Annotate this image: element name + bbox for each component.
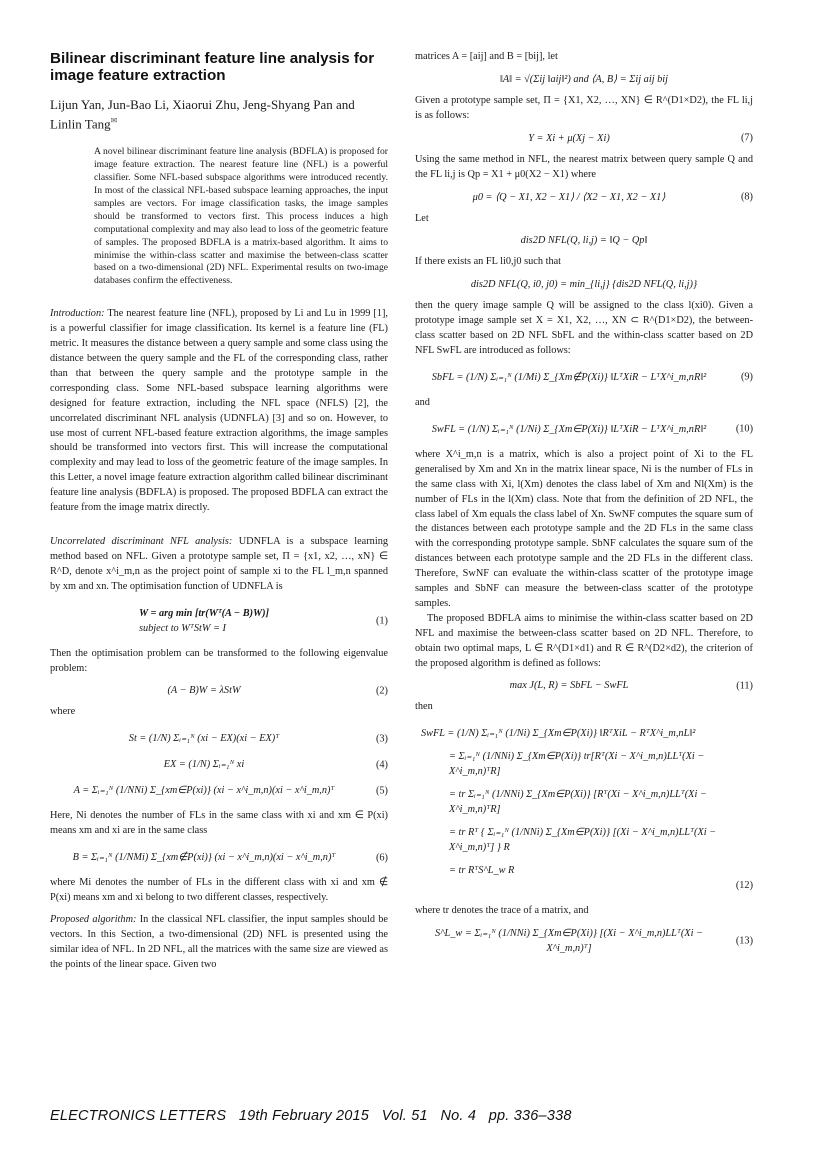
eq5-number: (5): [375, 785, 388, 797]
eq7-text: Y = Xi + μ(Xj − Xi): [528, 132, 610, 144]
eq3-number: (3): [375, 733, 388, 745]
ni-paragraph: Here, Ni denotes the number of FLs in the same class with xi and xm ∈ P(xi) means xm and xi are in the same class: [50, 810, 388, 837]
let-label: Let: [415, 212, 429, 224]
right-column: [415, 50, 753, 963]
eq1-line1: W = arg min [tr(Wᵀ(A − B)W)]: [138, 607, 270, 619]
abstract: A novel bilinear discriminant feature line analysis (BDFLA) is proposed for image feature extraction. The nearest feature line (NFL) is a powerful classifier. Some NFL-based subspace algorithms were introduced recently. In most of the classical NFL-based subspace learning approaches, the input samples are vectors. For image classification tasks, the image samples should be transformed to vectors first. This process induces a high computational complexity and may also lead to loss of the geometric feature of samples. The proposed BDFLA is a matrix-based algorithm. It aims to minimise the within-class scatter and maximise the between-class scatter based on a two-dimensional (2D) NFL. Experimental results on two-image databases confirm the effectiveness.: [94, 146, 388, 287]
eq5-text: A = Σᵢ₌₁ᴺ (1/NNi) Σ_{xm∈P(xi)} (xi − x^i_m,n)(xi − x^i_m,n)ᵀ: [73, 785, 335, 797]
equation-1: [50, 606, 388, 636]
eq12-line3: = tr Σᵢ₌₁ᴺ (1/NNi) Σ_{Xm∈P(Xi)} [Rᵀ(Xi − X^i_m,n)LLᵀ(Xi − X^i_m,n)ᵀR]: [449, 789, 707, 816]
eq6-number: (6): [375, 852, 388, 864]
eq12-line5: = tr RᵀS^L_w R: [449, 865, 515, 877]
eq3-text: St = (1/N) Σᵢ₌₁ᴺ (xi − EX)(xi − EX)ᵀ: [128, 733, 280, 745]
authors-text: Lijun Yan, Jun-Bao Li, Xiaorui Zhu, Jeng-Shyang Pan and Linlin Tang: [50, 97, 355, 132]
eq8-number: (8): [740, 191, 753, 203]
equation-9: [415, 370, 753, 385]
eq2-number: (2): [375, 685, 388, 697]
eq10-number: (10): [735, 423, 753, 435]
trace-paragraph: where tr denotes the trace of a matrix, and: [415, 905, 589, 917]
intro-heading: Introduction:: [50, 308, 105, 320]
eq-min-text: dis2D NFL(Q, i0, j0) = min_{li,j} {dis2D NFL(Q, li,j)}: [470, 279, 698, 291]
equation-6: [50, 850, 388, 865]
left-column: [50, 50, 388, 973]
eq2-text: (A − B)W = λStW: [167, 685, 241, 697]
journal-footer: ELECTRONICS LETTERS 19th February 2015 Vol. 51 No. 4 pp. 336–338: [50, 1108, 572, 1124]
eq1-line2: subject to WᵀStW = I: [138, 622, 226, 634]
eq9-text: SbFL = (1/N) Σᵢ₌₁ᴺ (1/Mi) Σ_{Xm∉P(Xi)} ‖LᵀXiR − LᵀX^i_m,nR‖²: [431, 371, 707, 383]
equation-13: [415, 926, 753, 956]
scatter-intro: then the query image sample Q will be assigned to the class l(xi0). Given a prototype image sample set X = X1, X2, …, XN ⊂ R^(D1×D2), the between-class scatter based on 2D NFL SbFL and the within-class scatter based on 2D NFL SwFL are introduced as follows:: [415, 300, 753, 357]
eq1-number: (1): [375, 615, 388, 627]
where-label: where: [50, 706, 76, 718]
udnfla-text: UDNFLA is a subspace learning method based on NFL. Given a prototype sample set, Π = {x1, x2, …, xN} ∈ R^D, denote x^i_m,n as the project point of sample xi to the FL l_m,n spanned by xm and xn. The optimisation function of UDNFLA is: [50, 535, 388, 592]
nearest-matrix-paragraph: Using the same method in NFL, the nearest matrix between query sample Q and the FL li,j is Qp = X1 + μ0(X2 − X1) where: [415, 153, 753, 180]
eq12-line2: = Σᵢ₌₁ᴺ (1/NNi) Σ_{Xm∈P(Xi)} tr[Rᵀ(Xi − X^i_m,n)LLᵀ(Xi − X^i_m,n)ᵀR]: [449, 751, 705, 778]
eq-dis-text: dis2D NFL(Q, li,j) = ‖Q − Qp‖: [520, 235, 648, 247]
eq10-text: SwFL = (1/N) Σᵢ₌₁ᴺ (1/Ni) Σ_{Xm∈P(Xi)} ‖LᵀXiR − LᵀX^i_m,nR‖²: [431, 423, 707, 435]
proposed-heading: Proposed algorithm:: [50, 913, 137, 925]
eq12-number: (12): [735, 880, 753, 892]
eq6-text: B = Σᵢ₌₁ᴺ (1/NMi) Σ_{xm∉P(xi)} (xi − x^i_m,n)(xi − x^i_m,n)ᵀ: [72, 852, 336, 864]
eq11-text: max J(L, R) = SbFL − SwFL: [509, 680, 629, 692]
equation-2: [50, 683, 388, 698]
eq12-line1: SwFL = (1/N) Σᵢ₌₁ᴺ (1/Ni) Σ_{Xm∈P(Xi)} ‖RᵀXiL − RᵀX^i_m,nL‖²: [421, 728, 696, 740]
eq4-number: (4): [375, 759, 388, 771]
projection-paragraph: where X^i_m,n is a matrix, which is also a project point of Xi to the FL generalised by Xm and Xn in the matrix linear space, Ni is the number of FLs in the same class with Xi, l(Xm) denotes the class label of Xm and Nl(Xm) is the number of FLs in the l(Xm) class. Note that from the definition of 2D NFL, the class label of Xm equals the class label of Xn. SwNF computes the square sum of the distances between each prototype sample and the 2D FLs in the same class with the corresponding prototype sample. SbNF calculates the square sum of the distances between each prototype sample and the 2D FLs in the different class. Therefore, SwNF can evaluate the within-class scatter of the prototype image samples and SbNF can measure the between-class scatter of the prototype samples.: [415, 448, 753, 609]
eq9-number: (9): [740, 371, 753, 383]
fl-intro: Given a prototype sample set, Π = {X1, X2, …, XN} ∈ R^(D1×D2), the FL li,j is as follows:: [415, 94, 753, 121]
equation-dis: [415, 233, 753, 248]
eq13-number: (13): [735, 935, 753, 947]
bdfla-aims-paragraph: The proposed BDFLA aims to minimise the within-class scatter based on 2D NFL and maximise the between-class scatter based on 2D NFL. Therefore, to obtain two optimal maps, L ∈ R^(D1×d1) and R ∈ R^(D2×d2), the criterion of the proposed algorithm is defined as follows:: [415, 612, 753, 669]
equation-7: [415, 131, 753, 146]
equation-5: [50, 783, 388, 798]
equation-8: [415, 190, 753, 205]
then-label: then: [415, 701, 433, 713]
equation-4: [50, 757, 388, 772]
mi-paragraph: where Mi denotes the number of FLs in the different class with xi and xm ∉ P(xi) means xm and xi belong to two different classes, respectively.: [50, 877, 388, 904]
intro-text: The nearest feature line (NFL), proposed by Li and Lu in 1999 [1], is a powerful classifier for image classification. Its kernel is a feature line (FL) metric. It measures the distance between a query sample and some class using the distance between the query sample and the FL of the corresponding class, rather than that between the query sample and the prototype sample in the corresponding class. Some NFL-based subspace learning algorithms were designed for feature extraction, including the NFL space (NFLS) [2], the uncorrelated discriminant NFL analysis (UDNFLA) [3] and so on. However, to use most of current NFL-based feature extraction algorithms, the image samples should be transformed into vectors first. This will increase the computational complexity and may lead to loss of the geometric feature of the image samples. In this Letter, a novel image feature extraction algorithm called bilinear discriminant feature line analysis (BDFLA) is proposed. The proposed BDFLA can extract the feature from the image matrix directly.: [50, 308, 388, 514]
equation-11: [415, 678, 753, 693]
eq8-text: μ0 = ⟨Q − X1, X2 − X1⟩ / ⟨X2 − X1, X2 − X1⟩: [472, 191, 666, 203]
paper-title: Bilinear discriminant feature line analysis for image feature extraction: [50, 50, 375, 84]
eq-norm-text: ‖A‖ = √(Σij ‖aij‖²) and ⟨A, B⟩ = Σij aij bij: [499, 73, 668, 85]
matrices-intro: matrices A = [aij] and B = [bij], let: [415, 51, 558, 62]
equation-10: [415, 422, 753, 437]
equation-norm: [415, 72, 753, 87]
proposed-paragraph: [50, 913, 388, 973]
eq4-text: EX = (1/N) Σᵢ₌₁ᴺ xi: [163, 759, 245, 771]
equation-3: [50, 731, 388, 746]
intro-paragraph: [50, 307, 388, 516]
eq7-number: (7): [740, 132, 753, 144]
udnfla-heading: Uncorrelated discriminant NFL analysis:: [50, 535, 233, 547]
equation-min: [415, 277, 753, 292]
and-label: and: [415, 396, 430, 408]
equation-12: [415, 726, 753, 893]
exists-paragraph: If there exists an FL li0,j0 such that: [415, 256, 562, 268]
author-list: [50, 97, 388, 132]
proposed-text: In the classical NFL classifier, the input samples should be vectors. In this Section, a two-dimensional (2D) NFL is presented using the similar idea of NFL. In 2D NFL, all the matrices with the same size are viewed as the points of the linear space. Given two: [50, 913, 388, 970]
eigen-paragraph: Then the optimisation problem can be transformed to the following eigenvalue problem:: [50, 647, 388, 674]
udnfla-paragraph: [50, 535, 388, 595]
eq13-text: S^L_w = Σᵢ₌₁ᴺ (1/NNi) Σ_{Xm∈P(Xi)} [(Xi − X^i_m,n)LLᵀ(Xi − X^i_m,n)ᵀ]: [435, 928, 703, 955]
envelope-icon: ✉: [110, 116, 118, 125]
eq11-number: (11): [736, 680, 753, 692]
eq12-line4: = tr Rᵀ { Σᵢ₌₁ᴺ (1/NNi) Σ_{Xm∈P(Xi)} [(Xi − X^i_m,n)LLᵀ(Xi − X^i_m,n)ᵀ] } R: [449, 827, 717, 854]
